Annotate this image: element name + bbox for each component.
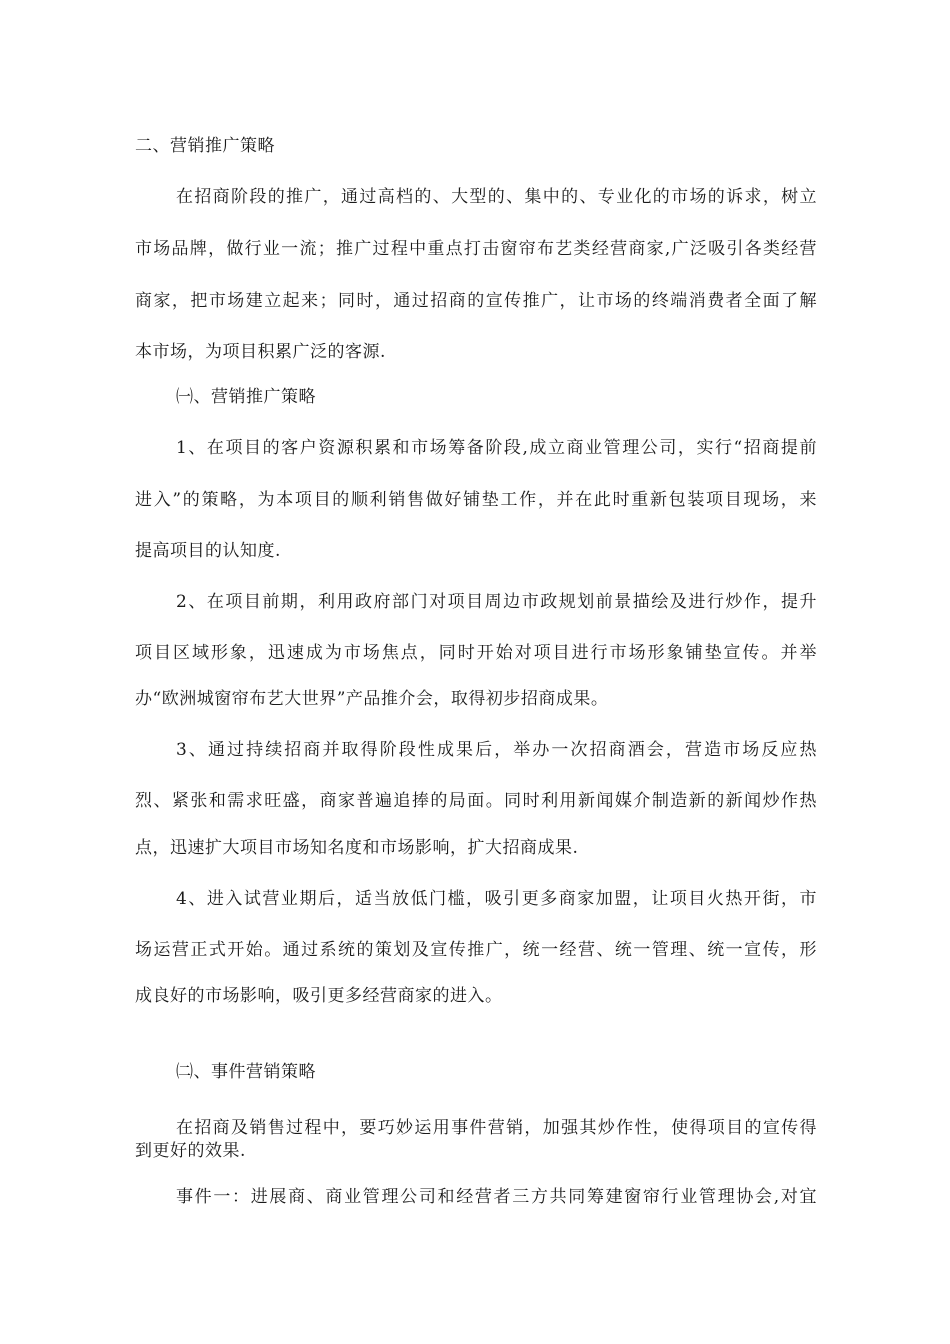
intro-line-4: 本市场，为项目积累广泛的客源.: [135, 342, 386, 362]
sub1-p4-line-2: 场运营正式开始。通过系统的策划及宣传推广，统一经营、统一管理、统一宣传，形: [135, 940, 817, 960]
sub2-p1-line-2: 到更好的效果.: [135, 1141, 246, 1161]
sub1-p1-line-2: 进入”的策略，为本项目的顺利销售做好铺垫工作，并在此时重新包装项目现场，来: [135, 490, 817, 510]
intro-line-1: 在招商阶段的推广，通过高档的、大型的、集中的、专业化的市场的诉求，树立: [176, 187, 817, 207]
sub1-p3-line-3: 点，迅速扩大项目市场知名度和市场影响，扩大招商成果.: [135, 838, 579, 858]
intro-line-2: 市场品牌，做行业一流；推广过程中重点打击窗帘布艺类经营商家,广泛吸引各类经营: [135, 239, 817, 259]
sub1-p1-line-1: 1、在项目的客户资源积累和市场筹备阶段,成立商业管理公司，实行“招商提前: [176, 438, 817, 458]
sub1-p4-line-1: 4、进入试营业期后，适当放低门槛，吸引更多商家加盟，让项目火热开街，市: [176, 889, 817, 909]
sub2-p1-line-1: 在招商及销售过程中，要巧妙运用事件营销，加强其炒作性，使得项目的宣传得: [176, 1118, 817, 1138]
sub1-title: ㈠、营销推广策略: [176, 387, 316, 407]
section-title: 二、营销推广策略: [135, 136, 275, 156]
sub2-p2-line-1: 事件一：进展商、商业管理公司和经营者三方共同筹建窗帘行业管理协会,对宜: [176, 1187, 817, 1207]
sub1-p2-line-1: 2、在项目前期，利用政府部门对项目周边市政规划前景描绘及进行炒作，提升: [176, 592, 817, 612]
sub1-p3-line-1: 3、通过持续招商并取得阶段性成果后，举办一次招商酒会，营造市场反应热: [176, 740, 817, 760]
sub1-p4-line-3: 成良好的市场影响，吸引更多经营商家的进入。: [135, 986, 503, 1006]
sub2-title: ㈡、事件营销策略: [176, 1062, 316, 1082]
intro-line-3: 商家，把市场建立起来；同时，通过招商的宣传推广，让市场的终端消费者全面了解: [135, 291, 817, 311]
sub1-p3-line-2: 烈、紧张和需求旺盛，商家普遍追捧的局面。同时利用新闻媒介制造新的新闻炒作热: [135, 791, 817, 811]
sub1-p2-line-3: 办“欧洲城窗帘布艺大世界”产品推介会，取得初步招商成果。: [135, 689, 609, 709]
sub1-p2-line-2: 项目区域形象，迅速成为市场焦点，同时开始对项目进行市场形象铺垫宣传。并举: [135, 643, 817, 663]
sub1-p1-line-3: 提高项目的认知度.: [135, 541, 281, 561]
